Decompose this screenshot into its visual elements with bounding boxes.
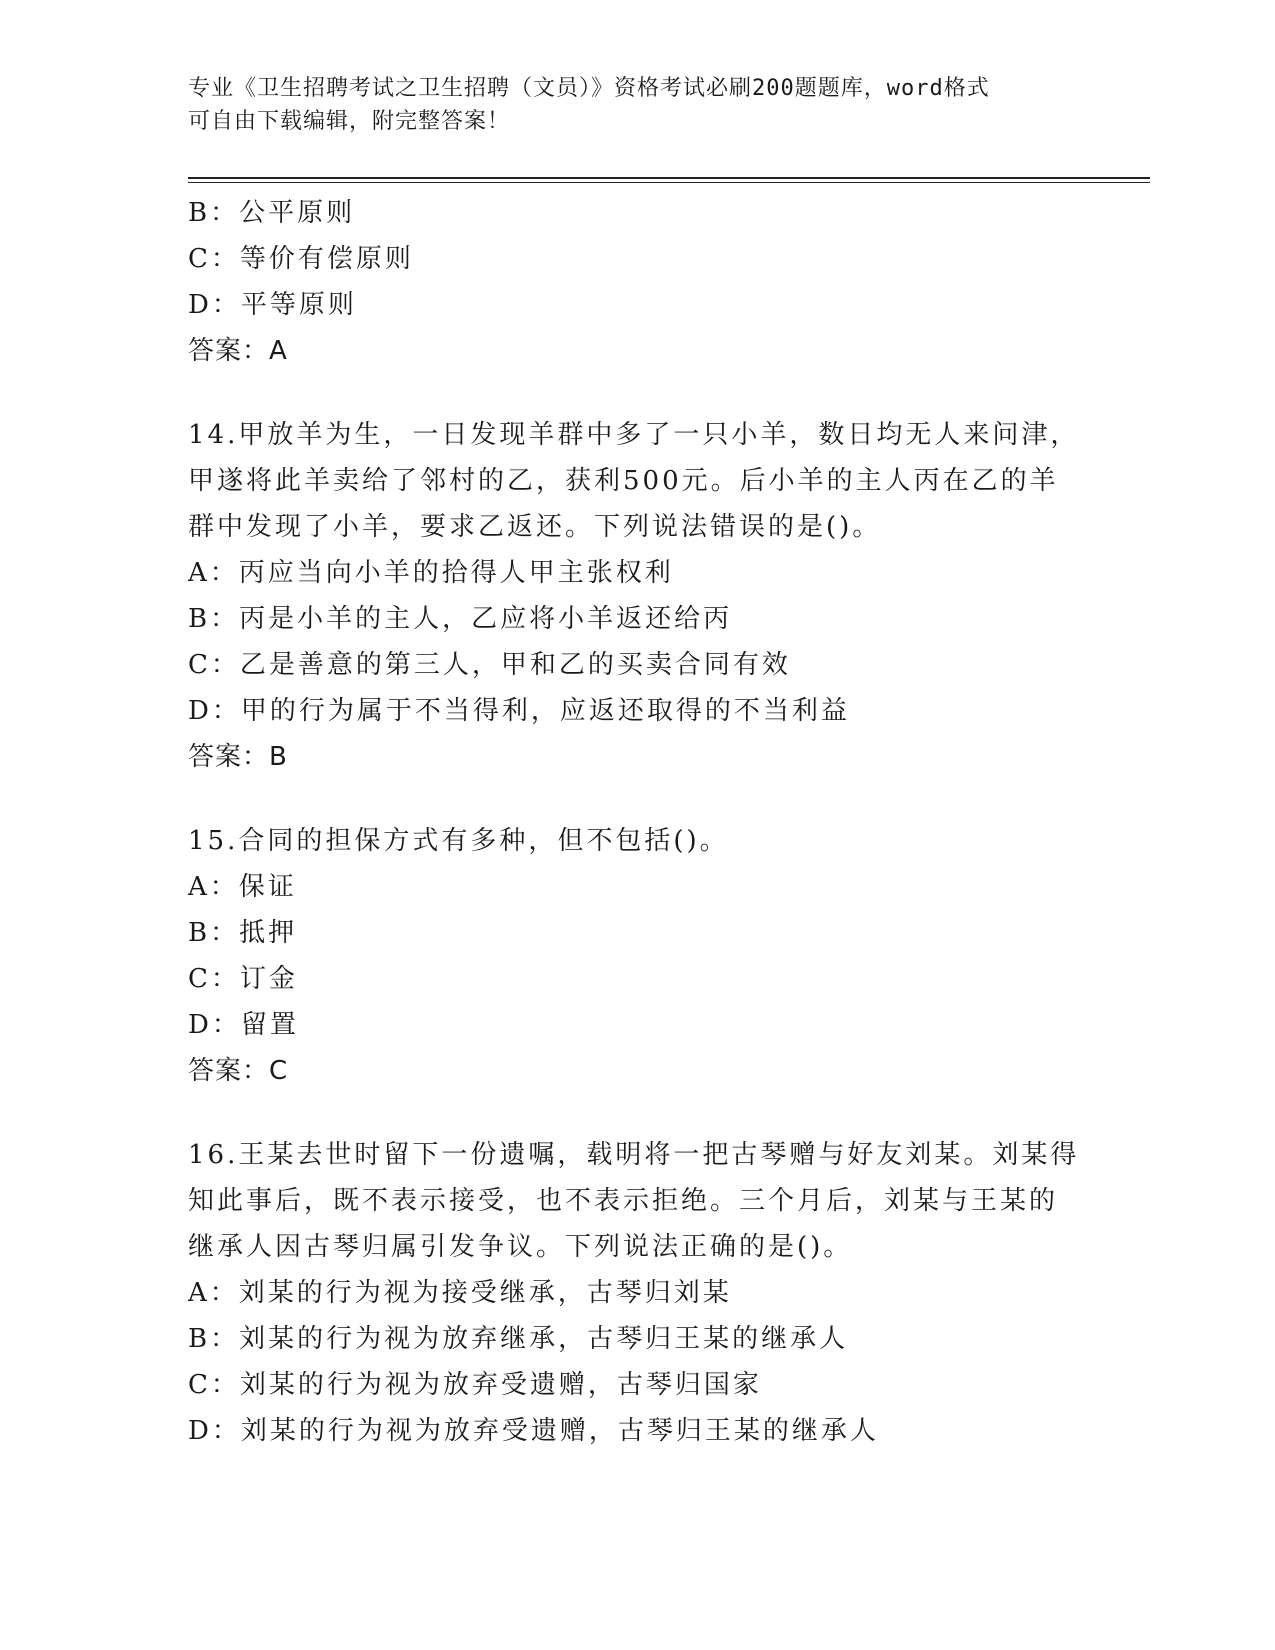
option-a: A：刘某的行为视为接受继承，古琴归刘某 [188, 1278, 732, 1308]
question-gap [188, 780, 1088, 818]
question-15 [188, 818, 1088, 1094]
option-b: B：抵押 [188, 918, 298, 948]
option-c: C：乙是善意的第三人，甲和乙的买卖合同有效 [188, 650, 791, 680]
question-gap [188, 1094, 1088, 1132]
header-line-1: 专业《卫生招聘考试之卫生招聘（文员）》资格考试必刷200题题库，word格式 [188, 76, 990, 101]
option-c: C：刘某的行为视为放弃受遗赠，古琴归国家 [188, 1370, 762, 1400]
answer: 答案：B [188, 742, 288, 772]
option-c: C：订金 [188, 964, 298, 994]
question-stem-line: 16.王某去世时留下一份遗嘱，载明将一把古琴赠与好友刘某。刘某得 [188, 1140, 1080, 1170]
question-gap [188, 374, 1088, 412]
question-stem-line: 群中发现了小羊，要求乙返还。下列说法错误的是()。 [188, 512, 882, 542]
option-a: A：丙应当向小羊的拾得人甲主张权利 [188, 558, 674, 588]
question-stem-line: 甲遂将此羊卖给了邻村的乙，获利500元。后小羊的主人丙在乙的羊 [188, 466, 1059, 496]
option-d: D：平等原则 [188, 290, 357, 320]
option-b: B：公平原则 [188, 198, 356, 228]
header-line-2: 可自由下载编辑，附完整答案！ [188, 109, 511, 134]
option-c: C：等价有偿原则 [188, 244, 414, 274]
option-b: B：丙是小羊的主人，乙应将小羊返还给丙 [188, 604, 733, 634]
document-body [188, 190, 1088, 1454]
question-stem-line: 继承人因古琴归属引发争议。下列说法正确的是()。 [188, 1232, 853, 1262]
answer: 答案：A [188, 336, 288, 366]
document-header [188, 72, 1088, 138]
option-d: D：刘某的行为视为放弃受遗赠，古琴归王某的继承人 [188, 1416, 879, 1446]
question-stem-line: 知此事后，既不表示接受，也不表示拒绝。三个月后，刘某与王某的 [188, 1186, 1059, 1216]
header-divider-thin [188, 182, 1150, 183]
question-stem-line: 14.甲放羊为生，一日发现羊群中多了一只小羊，数日均无人来问津， [188, 420, 1080, 450]
option-d: D：留置 [188, 1010, 299, 1040]
question-14 [188, 412, 1088, 780]
header-divider-thick [188, 177, 1150, 179]
option-a: A：保证 [188, 872, 297, 902]
question-16 [188, 1132, 1088, 1454]
option-d: D：甲的行为属于不当得利，应返还取得的不当利益 [188, 696, 850, 726]
question-stem-line: 15.合同的担保方式有多种，但不包括()。 [188, 826, 729, 856]
question-13-continued [188, 190, 1088, 374]
option-b: B：刘某的行为视为放弃继承，古琴归王某的继承人 [188, 1324, 849, 1354]
answer: 答案：C [188, 1056, 289, 1086]
